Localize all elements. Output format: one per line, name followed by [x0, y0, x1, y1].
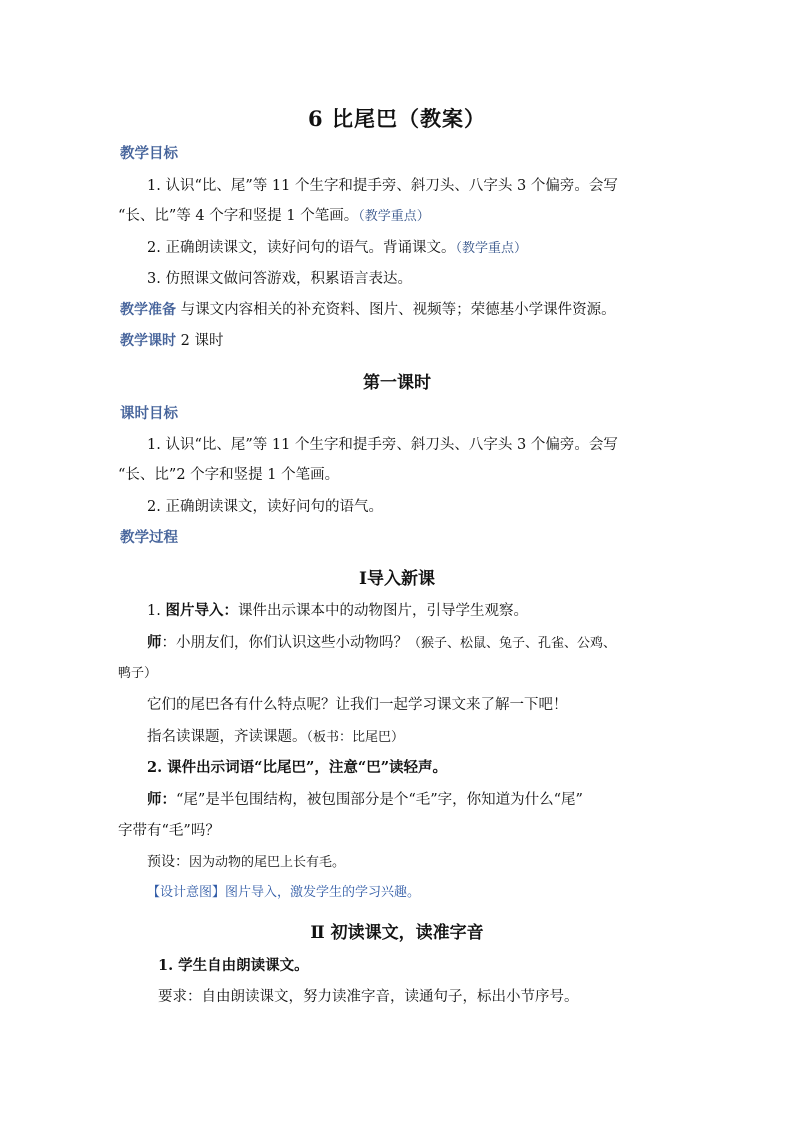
goal-item-3: 3. 仿照课文做问答游戏，积累语言表达。	[147, 271, 412, 287]
p4-note: （板书：比尾巴）	[306, 730, 405, 745]
goal-item-1-text: “长、比”等 4 个字和竖提 1 个笔画。	[118, 208, 359, 224]
goal-item-2-note: （教学重点）	[455, 241, 527, 256]
section-1-paragraph-5: 2. 课件出示词语“比尾巴”，注意“巴”读轻声。	[147, 759, 448, 776]
p2-text: ：小朋友们，你们认识这些小动物吗？	[161, 635, 408, 651]
section-1-paragraph-1	[147, 601, 528, 621]
prep-line	[120, 300, 616, 320]
goals-label: 教学目标	[120, 146, 178, 162]
lesson-goal-2: 2. 正确朗读课文，读好问句的语气。	[147, 499, 383, 515]
section-1-heading: Ⅰ导入新课	[359, 569, 435, 589]
p1-bold: 图片导入：	[165, 602, 238, 619]
section-1-paragraph-6-cont: 字带有“毛”吗？	[118, 823, 220, 839]
section-1-paragraph-3: 它们的尾巴各有什么特点呢？让我们一起学习课文来了解一下吧！	[147, 697, 568, 713]
hours-text: 2 课时	[176, 333, 224, 349]
section-2-paragraph-2: 要求：自由朗读课文，努力读准字音，读通句子，标出小节序号。	[158, 989, 579, 1005]
goal-item-1-line-2	[118, 206, 430, 227]
p7-label: 预设：	[147, 854, 189, 870]
section-1-paragraph-2	[147, 633, 616, 654]
document-title: 6 比尾巴（教案）	[308, 106, 486, 131]
p2-note: （猴子、松鼠、兔子、孔雀、公鸡、	[408, 636, 617, 651]
section-1-paragraph-7	[147, 852, 345, 873]
p2-speaker: 师	[147, 634, 162, 651]
section-2-heading: Ⅱ 初读课文，读准字音	[310, 923, 484, 943]
p6-speaker: 师：	[147, 791, 176, 808]
goal-item-2-text: 2. 正确朗读课文，读好问句的语气。背诵课文。	[147, 240, 456, 256]
goal-item-2	[147, 238, 527, 259]
design-intent-tag: 【设计意图】	[147, 885, 226, 900]
section-1-paragraph-4	[147, 727, 404, 748]
p6-text: “尾”是半包围结构，被包围部分是个“毛”字，你知道为什么“尾”	[176, 792, 583, 808]
lesson-goal-1-line-1: 1. 认识“比、尾”等 11 个生字和提手旁、斜刀头、八字头 3 个偏旁。会写	[147, 437, 618, 453]
design-intent-text: 图片导入，激发学生的学习兴趣。	[225, 885, 421, 900]
lesson-1-heading: 第一课时	[363, 373, 431, 393]
hours-line	[120, 331, 223, 351]
p4-text: 指名读课题，齐读课题。	[147, 729, 307, 745]
goal-item-1-note: （教学重点）	[358, 209, 430, 224]
section-2-paragraph-1: 1. 学生自由朗读课文。	[158, 957, 309, 974]
section-1-paragraph-6	[147, 790, 583, 810]
p1-number: 1.	[147, 603, 166, 619]
p7-text: 因为动物的尾巴上长有毛。	[189, 855, 346, 870]
design-intent	[147, 883, 420, 903]
process-label: 教学过程	[120, 530, 178, 546]
hours-label: 教学课时	[120, 333, 176, 349]
prep-label: 教学准备	[120, 302, 176, 318]
lesson-goals-label: 课时目标	[120, 406, 178, 422]
p1-text: 课件出示课本中的动物图片，引导学生观察。	[237, 603, 528, 619]
goal-item-1-line-1: 1. 认识“比、尾”等 11 个生字和提手旁、斜刀头、八字头 3 个偏旁。会写	[147, 178, 618, 194]
lesson-goal-1-line-2: “长、比”2 个字和竖提 1 个笔画。	[118, 467, 340, 483]
section-1-paragraph-2-cont: 鸭子）	[118, 666, 158, 681]
prep-text: 与课文内容相关的补充资料、图片、视频等；荣德基小学课件资源。	[176, 302, 616, 318]
